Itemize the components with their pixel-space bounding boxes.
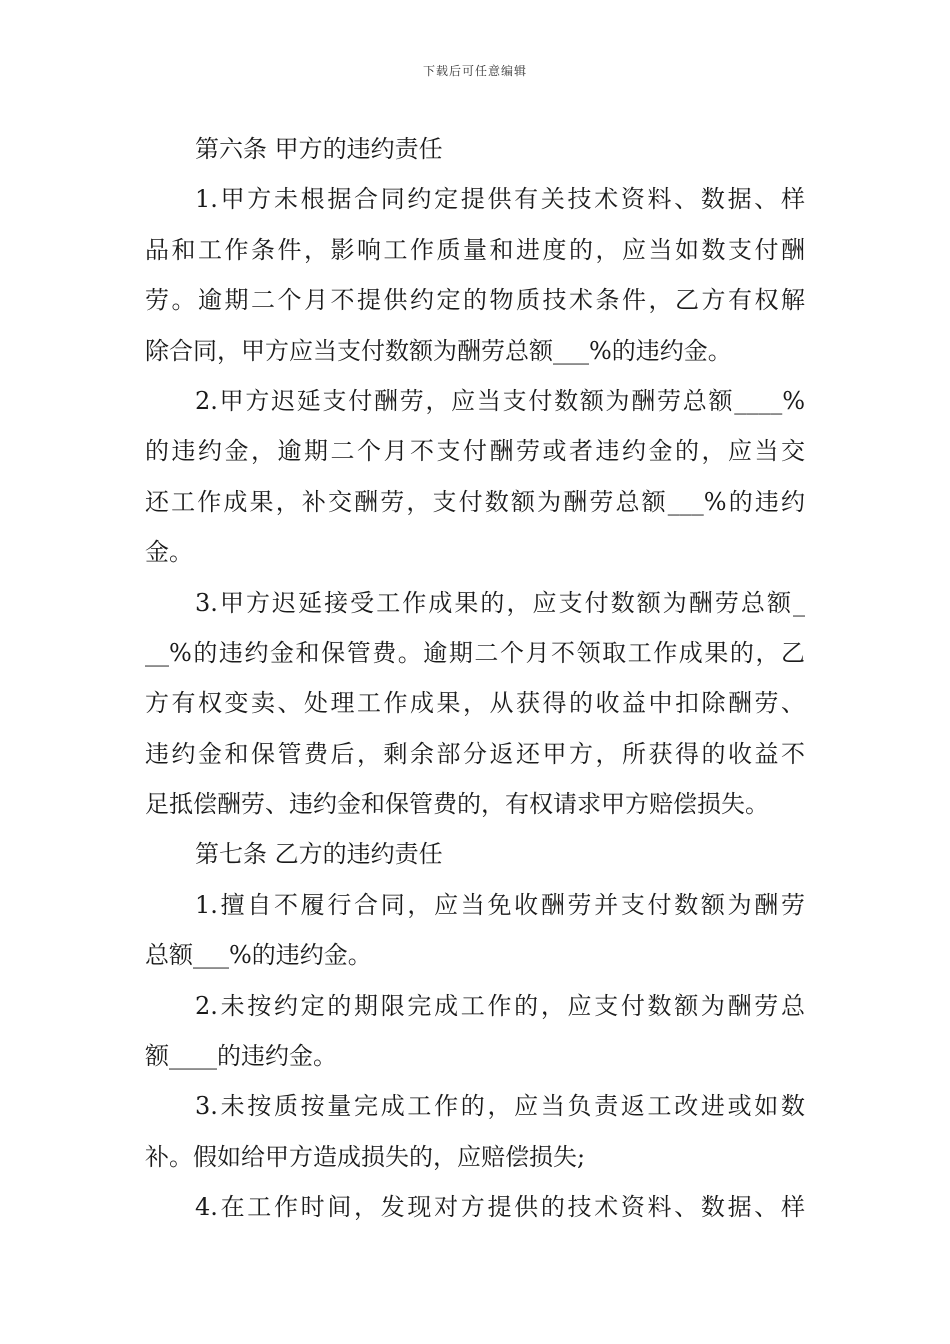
text-line: 方有权变卖、处理工作成果，从获得的收益中扣除酬劳、 xyxy=(145,689,805,718)
text-line: __%的违约金和保管费。逾期二个月不领取工作成果的，乙 xyxy=(145,638,805,667)
text-line: 2.未按约定的期限完成工作的，应支付数额为酬劳总 xyxy=(195,991,805,1020)
page-header: 下载后可任意编辑 xyxy=(422,64,527,78)
text-line: 除合同，甲方应当支付数额为酬劳总额___%的违约金。 xyxy=(145,336,732,365)
text-line: 的违约金，逾期二个月不支付酬劳或者违约金的，应当交 xyxy=(145,437,805,466)
text-line: 足抵偿酬劳、违约金和保管费的，有权请求甲方赔偿损失。 xyxy=(145,790,769,819)
text-line: 违约金和保管费后，剩余部分返还甲方，所获得的收益不 xyxy=(145,739,805,768)
text-line: 4.在工作时间，发现对方提供的技术资料、数据、样 xyxy=(195,1193,805,1222)
text-line: 额____的违约金。 xyxy=(145,1042,337,1071)
text-line: 总额___%的违约金。 xyxy=(145,941,372,970)
text-line: 补。假如给甲方造成损失的，应赔偿损失; xyxy=(145,1142,586,1171)
article-7-heading: 第七条 乙方的违约责任 xyxy=(195,840,443,869)
text-line: 劳。逾期二个月不提供约定的物质技术条件，乙方有权解 xyxy=(145,286,805,315)
text-line: 2.甲方迟延支付酬劳，应当支付数额为酬劳总额____% xyxy=(195,386,805,415)
document-body xyxy=(145,124,805,1233)
text-line: 1.擅自不履行合同，应当免收酬劳并支付数额为酬劳 xyxy=(195,890,805,919)
text-line: 还工作成果，补交酬劳，支付数额为酬劳总额___%的违约 xyxy=(145,487,805,516)
article-6-heading: 第六条 甲方的违约责任 xyxy=(195,135,443,163)
text-line: 品和工作条件，影响工作质量和进度的，应当如数支付酬 xyxy=(145,235,805,264)
text-line: 1.甲方未根据合同约定提供有关技术资料、数据、样 xyxy=(195,185,805,214)
text-line: 3.甲方迟延接受工作成果的，应支付数额为酬劳总额_ xyxy=(195,588,805,617)
text-line: 金。 xyxy=(145,538,193,567)
text-line: 3.未按质按量完成工作的，应当负责返工改进或如数 xyxy=(195,1092,805,1121)
